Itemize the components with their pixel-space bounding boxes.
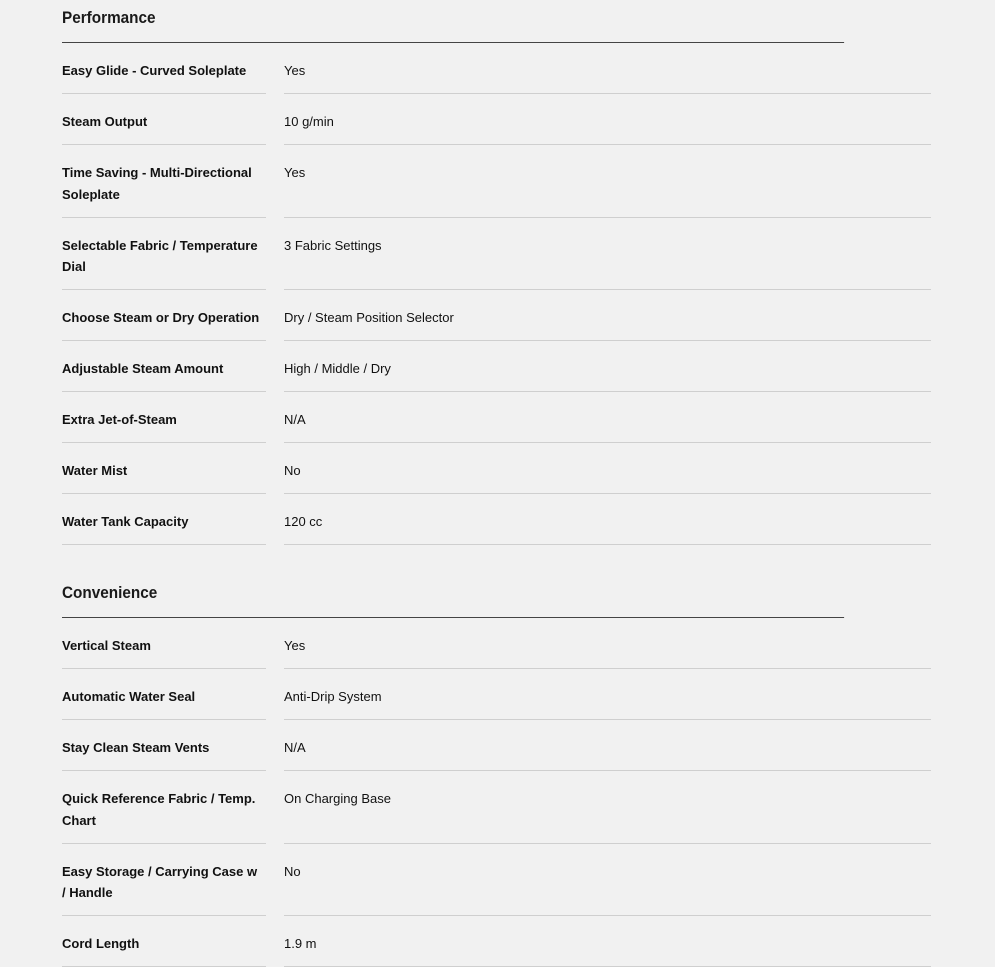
spec-table <box>62 43 931 545</box>
spec-row <box>62 771 931 844</box>
spec-value: Yes <box>284 145 931 218</box>
spec-label: Water Mist <box>62 443 266 494</box>
spec-label: Time Saving - Multi-Directional Soleplate <box>62 145 266 218</box>
spec-label: Vertical Steam <box>62 618 266 669</box>
spec-label: Selectable Fabric / Temperature Dial <box>62 218 266 291</box>
spec-sheet <box>62 0 931 967</box>
spec-value: Yes <box>284 618 931 669</box>
spec-row <box>62 618 931 669</box>
spec-label: Cord Length <box>62 916 266 967</box>
spec-label: Water Tank Capacity <box>62 494 266 545</box>
section-title <box>62 575 844 618</box>
section-title-text: Performance <box>62 8 156 27</box>
section-title <box>62 0 844 43</box>
spec-row <box>62 43 931 94</box>
spec-row <box>62 392 931 443</box>
spec-value: N/A <box>284 392 931 443</box>
spec-value: 3 Fabric Settings <box>284 218 931 291</box>
spec-label: Choose Steam or Dry Operation <box>62 290 266 341</box>
spec-value: High / Middle / Dry <box>284 341 931 392</box>
spec-row <box>62 669 931 720</box>
spec-label: Stay Clean Steam Vents <box>62 720 266 771</box>
spec-value: 1.9 m <box>284 916 931 967</box>
spec-value: No <box>284 443 931 494</box>
spec-row <box>62 443 931 494</box>
spec-row <box>62 218 931 291</box>
spec-label: Easy Glide - Curved Soleplate <box>62 43 266 94</box>
section-title-text: Convenience <box>62 583 158 602</box>
spec-value: 120 cc <box>284 494 931 545</box>
spec-row <box>62 494 931 545</box>
spec-row <box>62 916 931 967</box>
spec-label: Adjustable Steam Amount <box>62 341 266 392</box>
spec-label: Easy Storage / Carrying Case w / Handle <box>62 844 266 917</box>
spec-table <box>62 618 931 967</box>
spec-row <box>62 145 931 218</box>
spec-row <box>62 94 931 145</box>
spec-row <box>62 290 931 341</box>
spec-label: Quick Reference Fabric / Temp. Chart <box>62 771 266 844</box>
spec-row <box>62 341 931 392</box>
spec-row <box>62 844 931 917</box>
spec-label: Automatic Water Seal <box>62 669 266 720</box>
section-performance <box>62 0 931 545</box>
spec-value: Yes <box>284 43 931 94</box>
spec-value: No <box>284 844 931 917</box>
spec-value: Dry / Steam Position Selector <box>284 290 931 341</box>
spec-value: Anti-Drip System <box>284 669 931 720</box>
spec-value: N/A <box>284 720 931 771</box>
spec-label: Extra Jet-of-Steam <box>62 392 266 443</box>
spec-row <box>62 720 931 771</box>
section-convenience <box>62 575 931 967</box>
spec-value: 10 g/min <box>284 94 931 145</box>
spec-value: On Charging Base <box>284 771 931 844</box>
spec-label: Steam Output <box>62 94 266 145</box>
section-spacer <box>62 545 931 575</box>
